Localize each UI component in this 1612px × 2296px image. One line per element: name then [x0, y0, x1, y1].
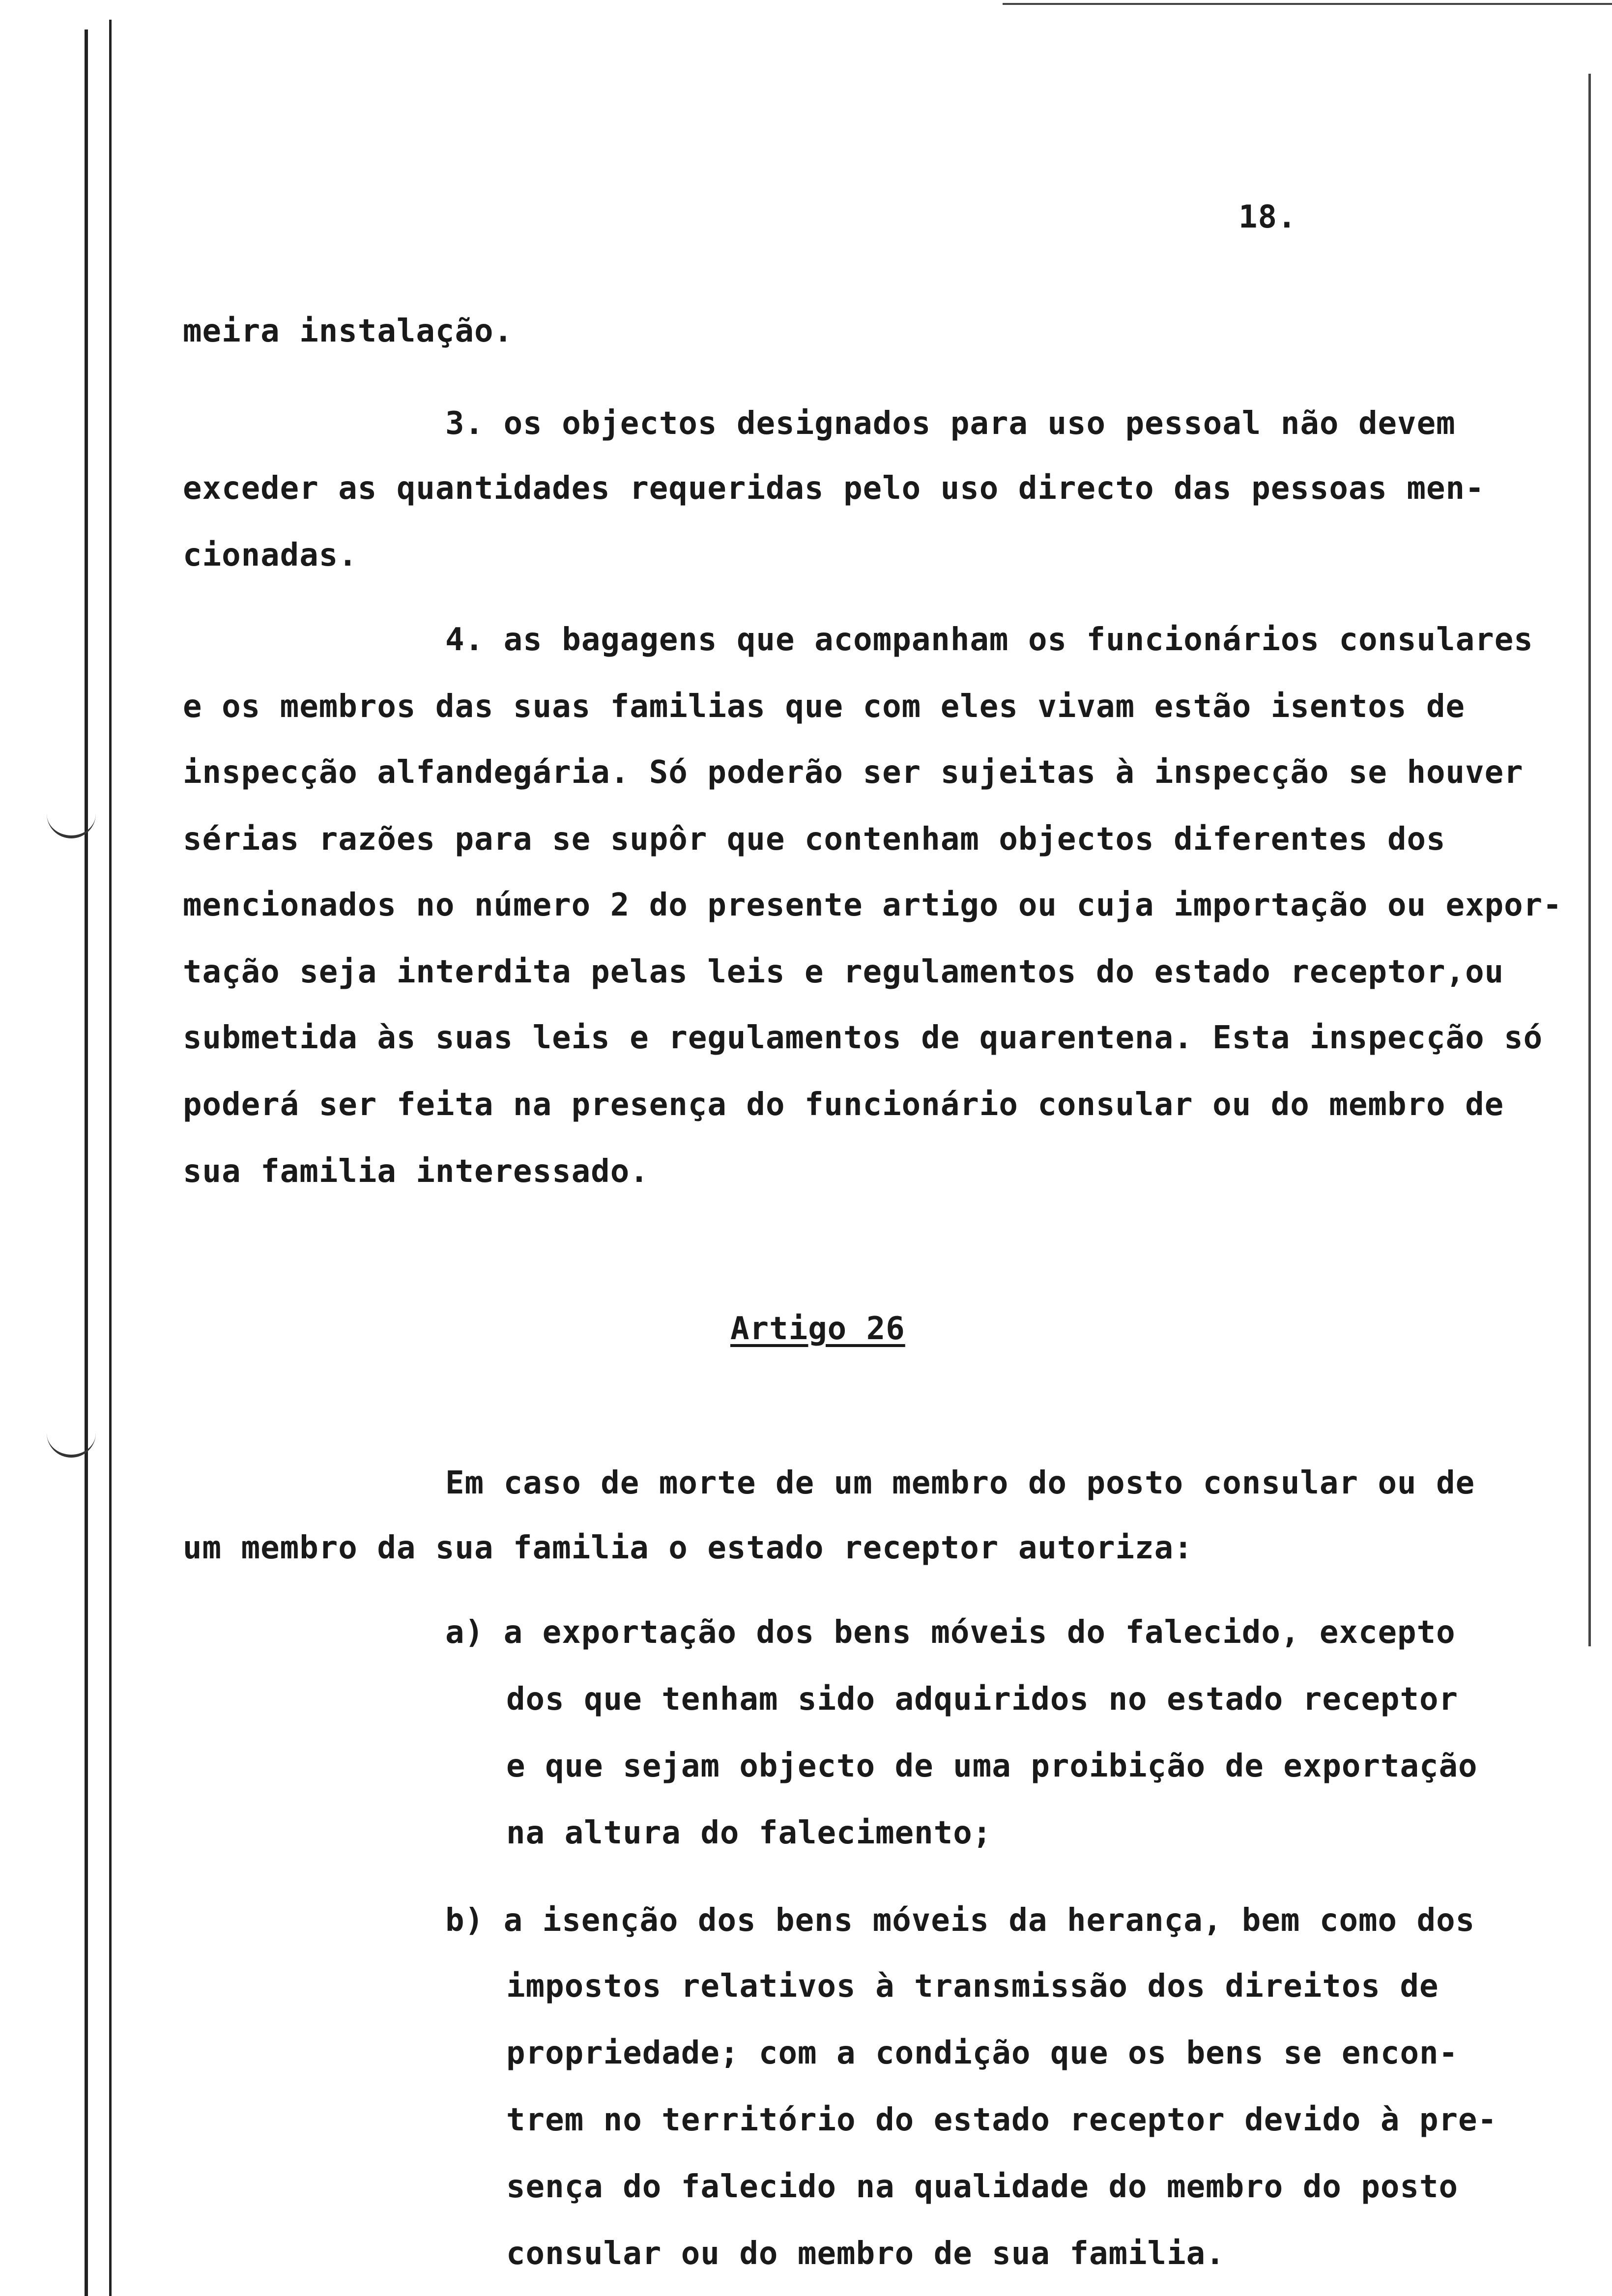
text-line: 4. as bagagens que acompanham os funcionários consulares	[445, 622, 1533, 658]
article-line: Em caso de morte de um membro do posto consular ou de	[445, 1465, 1475, 1501]
list-item-a: a) a exportação dos bens móveis do falecido, excepto	[445, 1614, 1456, 1651]
text-line: exceder as quantidades requeridas pelo uso directo das pessoas men-	[183, 470, 1485, 507]
binding-rule-outer	[85, 29, 88, 2296]
top-edge-line	[1003, 3, 1612, 5]
article-line: sença do falecido na qualidade do membro do posto	[506, 2169, 1459, 2205]
article-line: impostos relativos à transmissão dos direitos de	[506, 1968, 1439, 2005]
text-line: e os membros das suas familias que com eles vivam estão isentos de	[183, 689, 1466, 725]
article-line: e que sejam objecto de uma proibição de exportação	[506, 1748, 1478, 1784]
text-line: mencionados no número 2 do presente artigo ou cuja importação ou expor-	[183, 887, 1562, 923]
article-line: dos que tenham sido adquiridos no estado receptor	[506, 1681, 1459, 1718]
text-line: poderá ser feita na presença do funcionário consular ou do membro de	[183, 1087, 1504, 1123]
article-line: um membro da sua familia o estado receptor autoriza:	[183, 1530, 1193, 1566]
article-line: consular ou do membro de sua familia.	[506, 2236, 1225, 2272]
page-number: 18.	[1238, 199, 1297, 235]
right-margin-rule	[1588, 74, 1591, 1646]
text-line: tação seja interdita pelas leis e regulamentos do estado receptor,ou	[183, 954, 1504, 990]
punch-hole-lower	[47, 1415, 96, 1458]
text-line: cionadas.	[183, 537, 358, 574]
text-line: inspecção alfandegária. Só poderão ser sujeitas à inspecção se houver	[183, 754, 1524, 791]
article-line: propriedade; com a condição que os bens se encon-	[506, 2035, 1459, 2071]
binding-rule-inner	[109, 20, 112, 2296]
text-line: submetida às suas leis e regulamentos de quarentena. Esta inspecção só	[183, 1020, 1543, 1056]
article-line: na altura do falecimento;	[506, 1815, 992, 1851]
text-line: sérias razões para se supôr que contenham objectos diferentes dos	[183, 821, 1446, 858]
article-line: trem no território do estado receptor devido à pre-	[506, 2102, 1497, 2138]
punch-hole-upper	[47, 796, 96, 838]
text-line: 3. os objectos designados para uso pessoal não devem	[445, 405, 1456, 442]
article-heading: Artigo 26	[730, 1311, 905, 1347]
list-item-b: b) a isenção dos bens móveis da herança, bem como dos	[445, 1902, 1475, 1939]
text-line: sua familia interessado.	[183, 1153, 649, 1190]
text-line: meira instalação.	[183, 313, 514, 349]
